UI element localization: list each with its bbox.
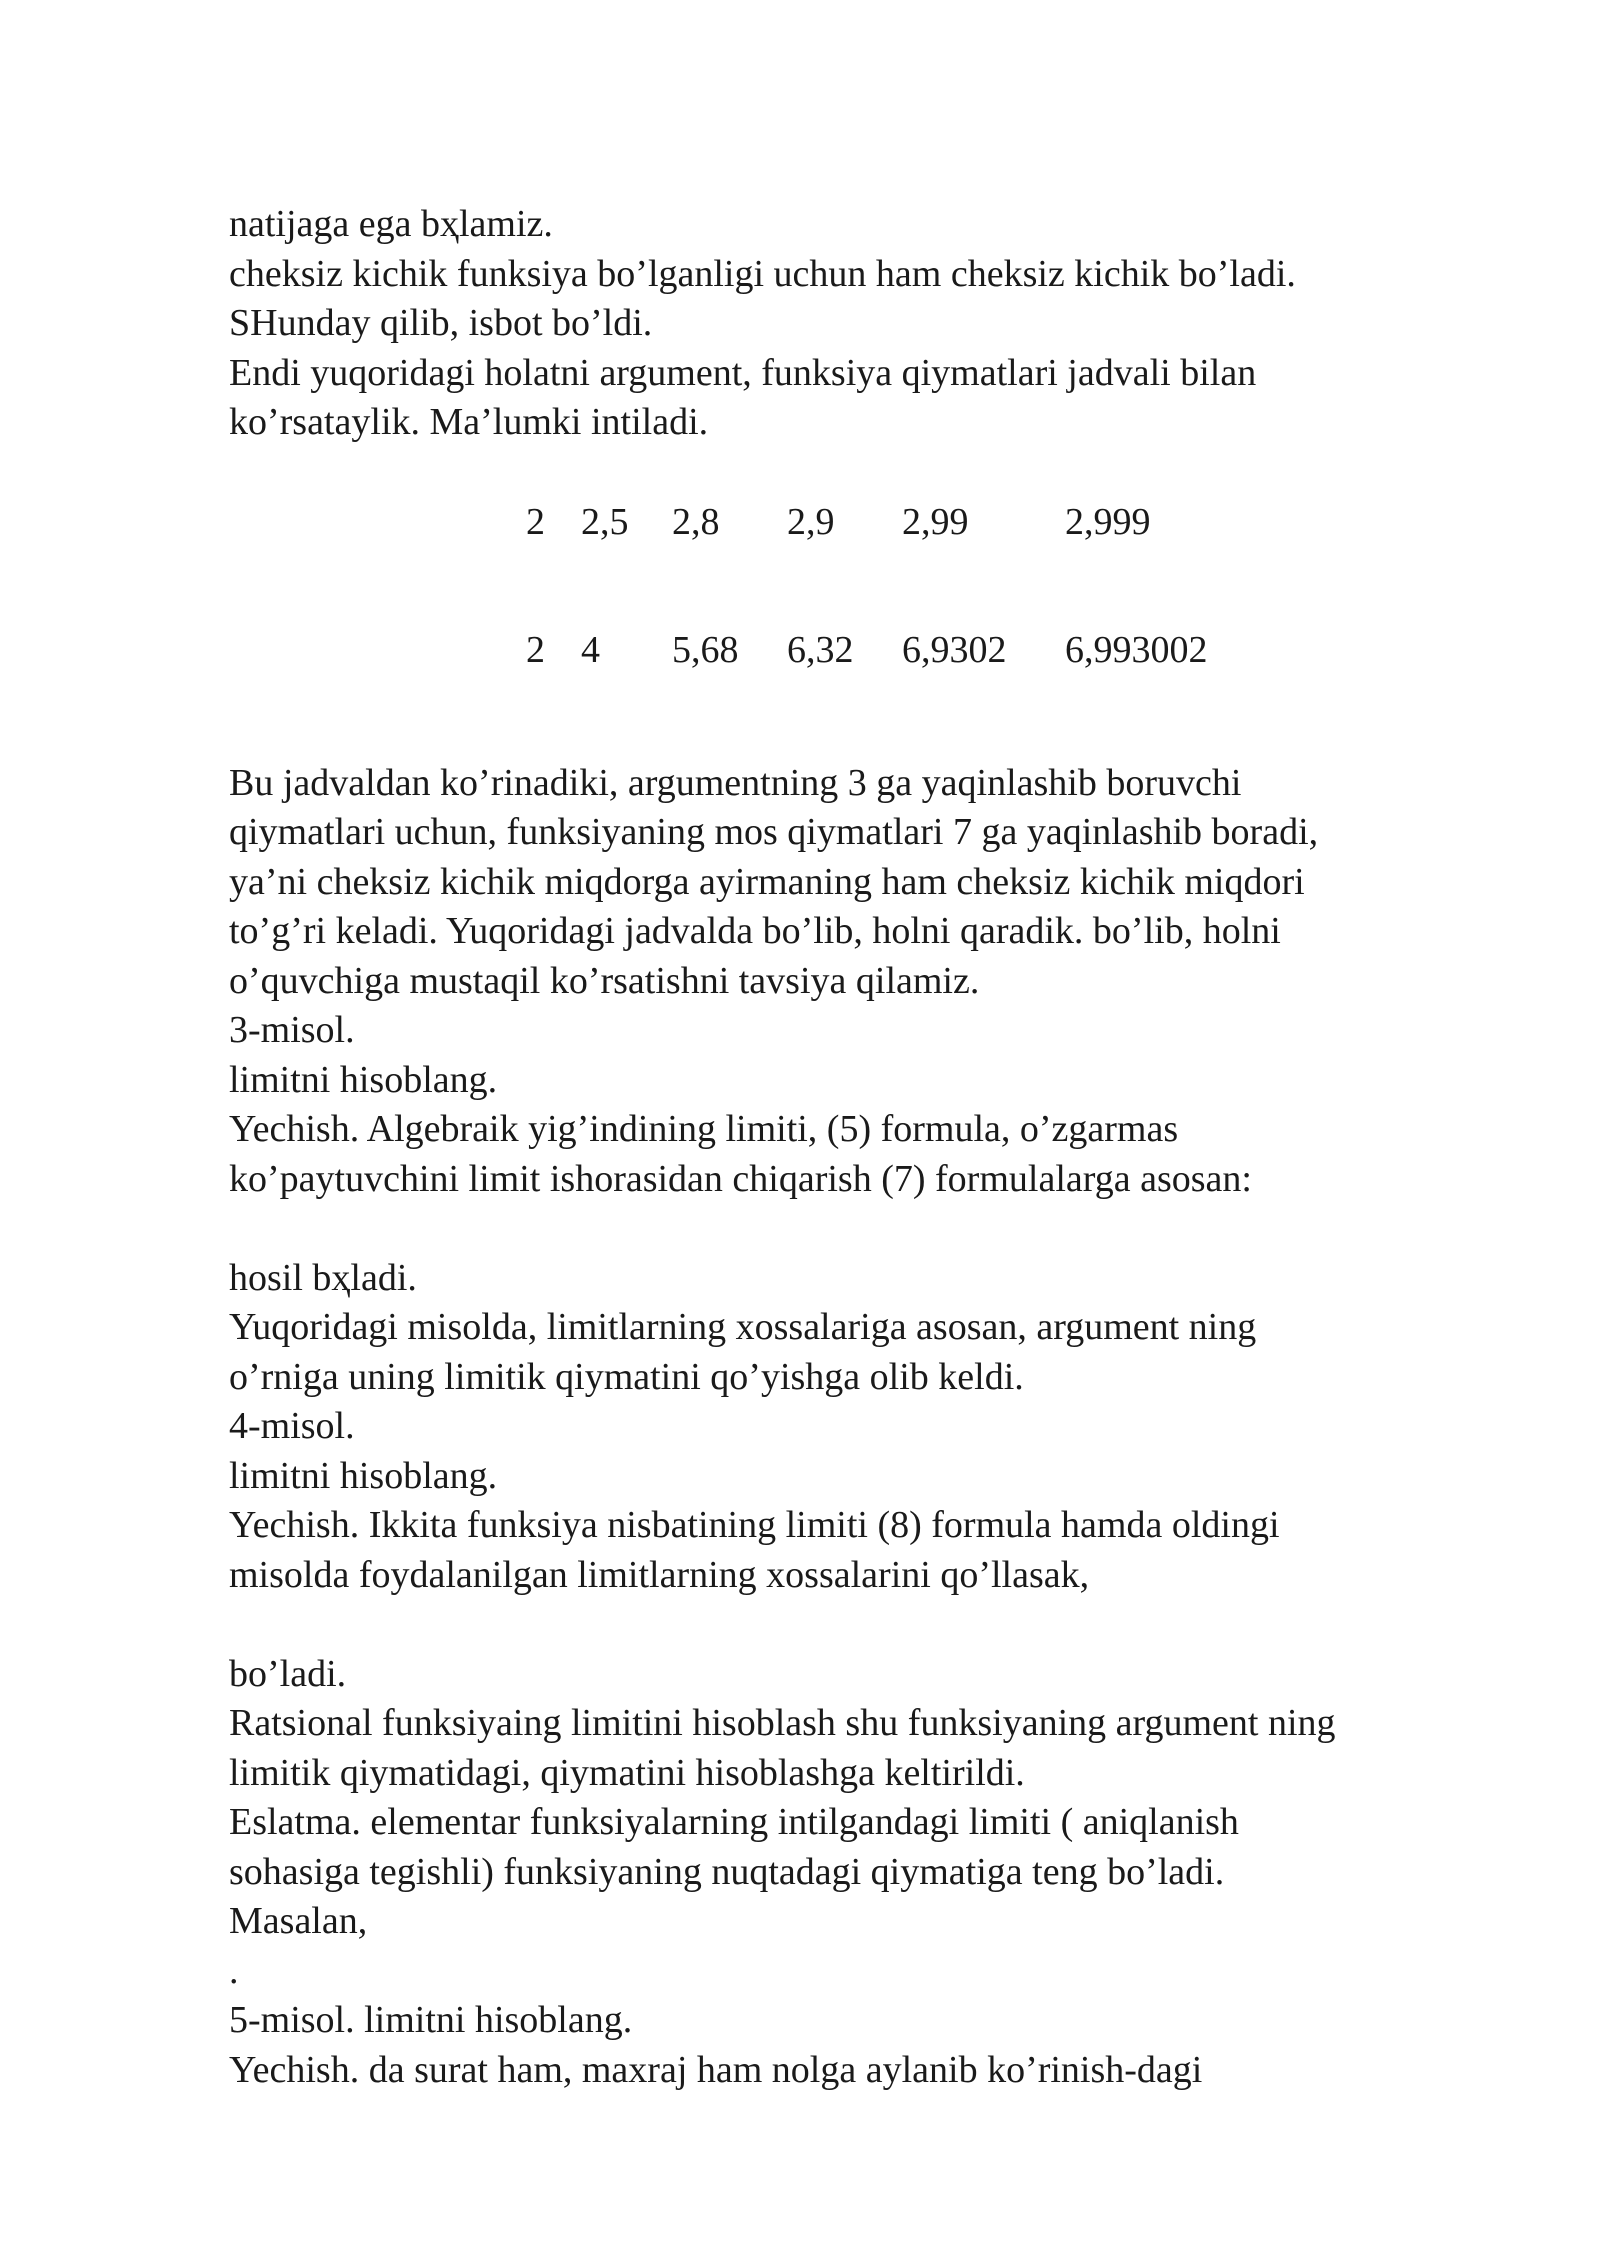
text-line: cheksiz kichik funksiya bo’lganligi uchun ham cheksiz kichik bo’ladi.	[229, 252, 1296, 295]
paragraph-example-4	[229, 1254, 1529, 1601]
text-line: misolda foydalanilgan limitlarning xossalarini qo’llasak,	[229, 1553, 1090, 1596]
paragraph-remarks	[229, 1650, 1529, 2096]
text-line: limitni hisoblang.	[229, 1058, 498, 1101]
text-line: SHunday qilib, isbot bo’ldi.	[229, 302, 653, 344]
text-line: ko’paytuvchini limit ishorasidan chiqarish (7) formulalarga asosan:	[229, 1157, 1252, 1200]
paragraph-intro	[229, 200, 1529, 448]
text-line: bo’ladi.	[229, 1652, 347, 1695]
table-cell: 5,68	[672, 628, 739, 671]
table-cell: 6,9302	[902, 628, 1007, 671]
text-line: ko’rsataylik. Ma’lumki intiladi.	[229, 401, 709, 443]
table-cell: 2,8	[672, 500, 720, 543]
text-line: natijaga ega bҳlamiz.	[229, 203, 553, 245]
text-line: Eslatma. elementar funksiyalarning intilgandagi limiti ( aniqlanish	[229, 1801, 1239, 1843]
text-line: Yuqoridagi misolda, limitlarning xossalariga asosan, argument ning	[229, 1306, 1257, 1348]
table-cell: 2,9	[787, 500, 835, 543]
text-line: Yechish. da surat ham, maxraj ham nolga aylanib ko’rinish-dagi	[229, 2048, 1203, 2091]
text-line: Bu jadvaldan ko’rinadiki, argumentning 3 ga yaqinlashib boruvchi	[229, 761, 1242, 804]
blank-line	[229, 1204, 1529, 1254]
paragraph-table-explanation	[229, 759, 1529, 1205]
text-line: .	[229, 1949, 239, 1992]
text-line: Yechish. Algebraik yig’indining limiti, (5) formula, o’zgarmas	[229, 1108, 1179, 1150]
text-line: sohasiga tegishli) funksiyaning nuqtadagi qiymatiga teng bo’ladi.	[229, 1850, 1225, 1893]
table-cell: 4	[581, 628, 600, 671]
text-line: Ratsional funksiyaing limitini hisoblash shu funksiyaning argument ning	[229, 1702, 1336, 1744]
document-page	[229, 200, 1529, 2095]
text-line: Masalan,	[229, 1900, 368, 1942]
text-line: o’rniga uning limitik qiymatini qo’yishga olib keldi.	[229, 1355, 1024, 1398]
text-line: hosil bҳladi.	[229, 1256, 417, 1299]
text-line: qiymatlari uchun, funksiyaning mos qiymatlari 7 ga yaqinlashib boradi,	[229, 811, 1319, 853]
text-line: Yechish. Ikkita funksiya nisbatining limiti (8) formula hamda oldingi	[229, 1504, 1280, 1546]
table-cell: 2,99	[902, 500, 969, 543]
text-line: 4-misol.	[229, 1405, 355, 1447]
text-line: Endi yuqoridagi holatni argument, funksiya qiymatlari jadvali bilan	[229, 351, 1257, 394]
table-cell: 2	[526, 628, 545, 671]
text-line: to’g’ri keladi. Yuqoridagi jadvalda bo’lib, holni qaradik. bo’lib, holni	[229, 910, 1281, 952]
blank-line	[229, 1600, 1529, 1650]
table-cell: 2,5	[581, 500, 629, 543]
table-cell: 6,32	[787, 628, 854, 671]
text-line: o’quvchiga mustaqil ko’rsatishni tavsiya qilamiz.	[229, 959, 980, 1002]
text-line: limitik qiymatidagi, qiymatini hisoblashga keltirildi.	[229, 1751, 1025, 1794]
text-line: limitni hisoblang.	[229, 1454, 498, 1497]
table-cell: 2,999	[1065, 500, 1151, 543]
values-table	[229, 498, 1529, 671]
text-line: ya’ni cheksiz kichik miqdorga ayirmaning ham cheksiz kichik miqdori	[229, 860, 1305, 903]
text-line: 3-misol.	[229, 1009, 355, 1051]
table-cell: 2	[526, 500, 545, 543]
text-line: 5-misol. limitni hisoblang.	[229, 1999, 633, 2041]
table-cell: 6,993002	[1065, 628, 1208, 671]
